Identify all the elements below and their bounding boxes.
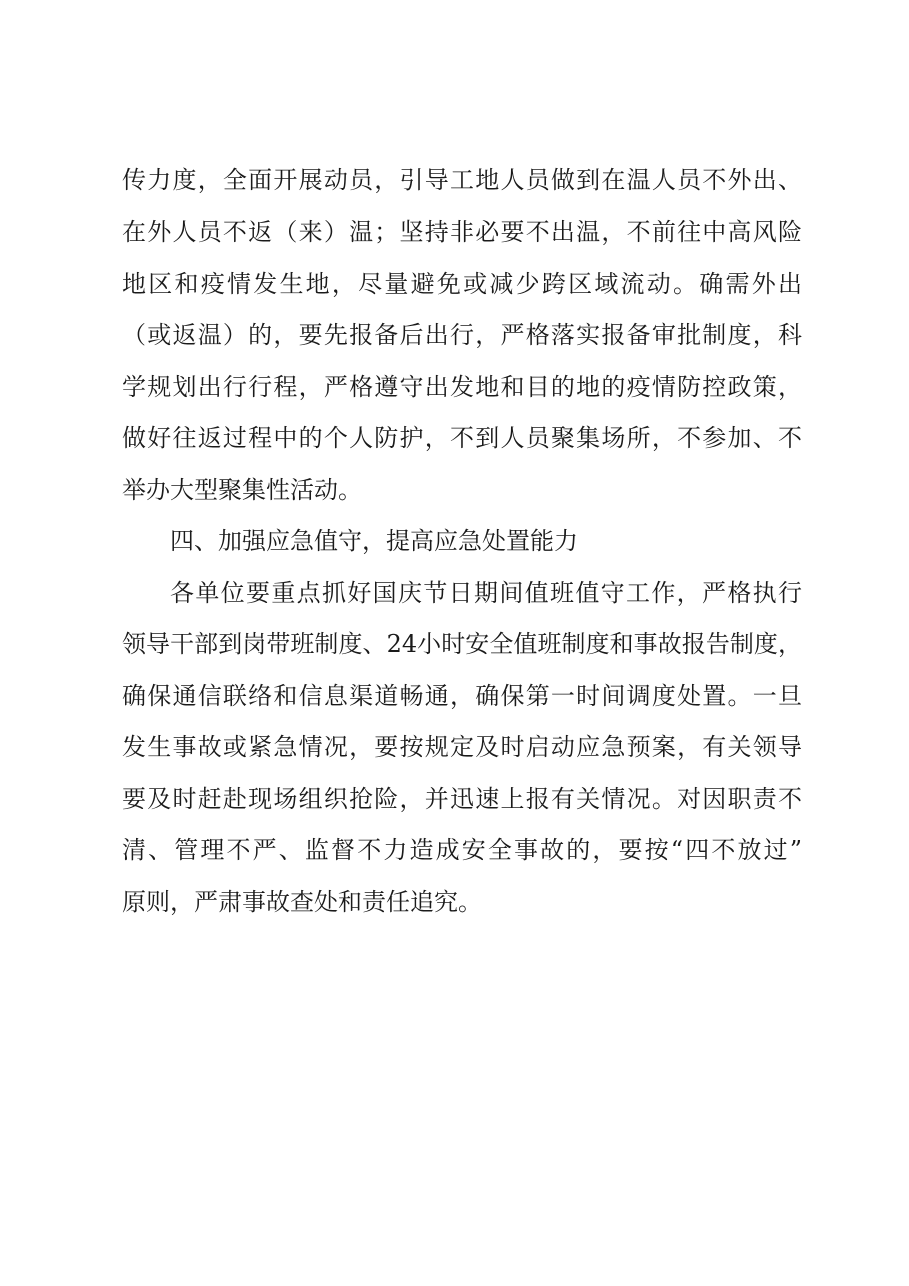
paragraph-2-line-6: 清、管理不严、监督不力造成安全事故的，要按“四不放过” (122, 836, 802, 864)
paragraph-2-line-4: 发生事故或紧急情况，要按规定及时启动应急预案，有关领导 (122, 733, 802, 761)
paragraph-2-line-5: 要及时赶赴现场组织抢险，并迅速上报有关情况。对因职责不 (122, 785, 802, 813)
paragraph-2-line-7: 原则，严肃事故查处和责任追究。 (122, 888, 482, 916)
paragraph-1-line-4: （或返温）的，要先报备后出行，严格落实报备审批制度，科 (122, 321, 802, 349)
paragraph-2-line-1: 各单位要重点抓好国庆节日期间值班值守工作，严格执行 (170, 579, 802, 607)
paragraph-1-line-2: 在外人员不返（来）温；坚持非必要不出温，不前往中高风险 (122, 218, 802, 246)
paragraph-1-line-5: 学规划出行行程，严格遵守出发地和目的地的疫情防控政策， (122, 373, 802, 401)
section-heading-4: 四、加强应急值守，提高应急处置能力 (170, 527, 578, 555)
paragraph-1-line-7: 举办大型聚集性活动。 (122, 476, 362, 504)
paragraph-1-line-3: 地区和疫情发生地，尽量避免或减少跨区域流动。确需外出 (122, 270, 802, 298)
paragraph-1-line-6: 做好往返过程中的个人防护，不到人员聚集场所，不参加、不 (122, 424, 802, 452)
paragraph-1-line-1: 传力度，全面开展动员，引导工地人员做到在温人员不外出、 (122, 166, 802, 194)
paragraph-2-line-3: 确保通信联络和信息渠道畅通，确保第一时间调度处置。一旦 (122, 682, 802, 710)
paragraph-2-line-2: 领导干部到岗带班制度、24小时安全值班制度和事故报告制度， (122, 630, 802, 658)
